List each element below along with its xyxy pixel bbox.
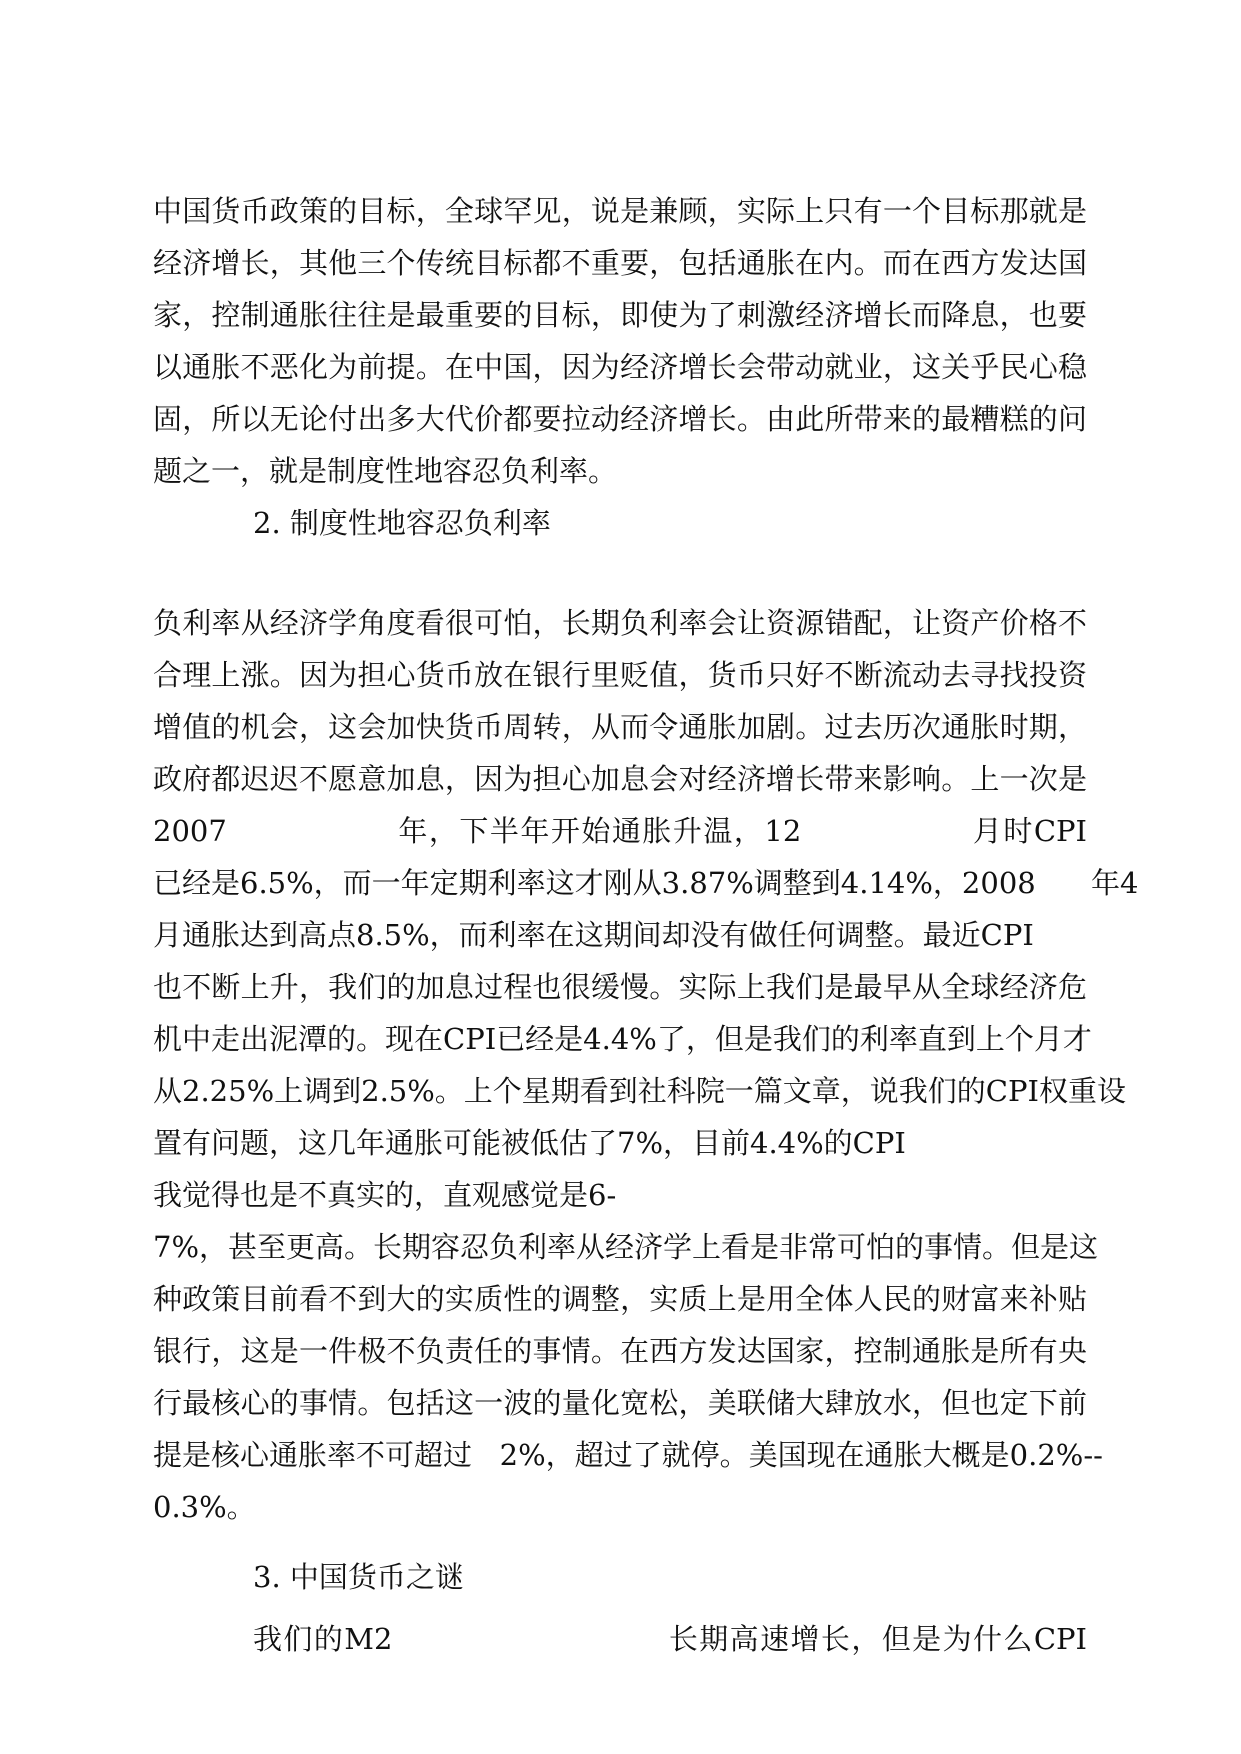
text-line: 固，所以无论付出多大代价都要拉动经济增长。由此所带来的最糟糕的问	[153, 402, 1087, 436]
text-line: 已经是6.5%，而一年定期利率这才刚从3.87%调整到4.14%，2008 年4	[153, 866, 1139, 900]
text-line: 负利率从经济学角度看很可怕，长期负利率会让资源错配，让资产价格不	[153, 606, 1087, 640]
text-line: 提是核心通胀率不可超过 2%，超过了就停。美国现在通胀大概是0.2%--	[153, 1438, 1103, 1472]
text-line: 我觉得也是不真实的，直观感觉是6-	[153, 1178, 617, 1212]
text-line: 经济增长，其他三个传统目标都不重要，包括通胀在内。而在西方发达国	[153, 246, 1087, 280]
text-line: 银行，这是一件极不负责任的事情。在西方发达国家，控制通胀是所有央	[153, 1334, 1087, 1368]
text-line: 月通胀达到高点8.5%，而利率在这期间却没有做任何调整。最近CPI	[153, 918, 1034, 952]
text-line: 家，控制通胀往往是最重要的目标，即使为了刺激经济增长而降息，也要	[153, 298, 1087, 332]
text-line: 政府都迟迟不愿意加息，因为担心加息会对经济增长带来影响。上一次是	[153, 762, 1087, 796]
text-line: 2007 年，下半年开始通胀升温，12 月时CPI	[153, 814, 1087, 848]
text-line: 合理上涨。因为担心货币放在银行里贬值，货币只好不断流动去寻找投资	[153, 658, 1087, 692]
text-line: 中国货币政策的目标，全球罕见，说是兼顾，实际上只有一个目标那就是	[153, 194, 1087, 228]
text-line: 7%，甚至更高。长期容忍负利率从经济学上看是非常可怕的事情。但是这	[153, 1230, 1099, 1264]
text-line: 置有问题，这几年通胀可能被低估了7%，目前4.4%的CPI	[153, 1126, 906, 1160]
text-line: 机中走出泥潭的。现在CPI已经是4.4%了，但是我们的利率直到上个月才	[153, 1022, 1092, 1056]
text-line: 种政策目前看不到大的实质性的调整，实质上是用全体人民的财富来补贴	[153, 1282, 1087, 1316]
text-line: 也不断上升，我们的加息过程也很缓慢。实际上我们是最早从全球经济危	[153, 970, 1087, 1004]
text-line: 增值的机会，这会加快货币周转，从而令通胀加剧。过去历次通胀时期，	[153, 710, 1087, 744]
section-heading: 3. 中国货币之谜	[253, 1560, 464, 1594]
text-line: 以通胀不恶化为前提。在中国，因为经济增长会带动就业，这关乎民心稳	[153, 350, 1087, 384]
text-line: 从2.25%上调到2.5%。上个星期看到社科院一篇文章，说我们的CPI权重设	[153, 1074, 1126, 1108]
text-line: 行最核心的事情。包括这一波的量化宽松，美联储大肆放水，但也定下前	[153, 1386, 1087, 1420]
text-line: 0.3%。	[153, 1490, 256, 1524]
text-line: 我们的M2 长期高速增长，但是为什么CPI	[253, 1622, 1087, 1656]
section-heading: 2. 制度性地容忍负利率	[253, 506, 551, 540]
text-line: 题之一，就是制度性地容忍负利率。	[153, 454, 618, 488]
